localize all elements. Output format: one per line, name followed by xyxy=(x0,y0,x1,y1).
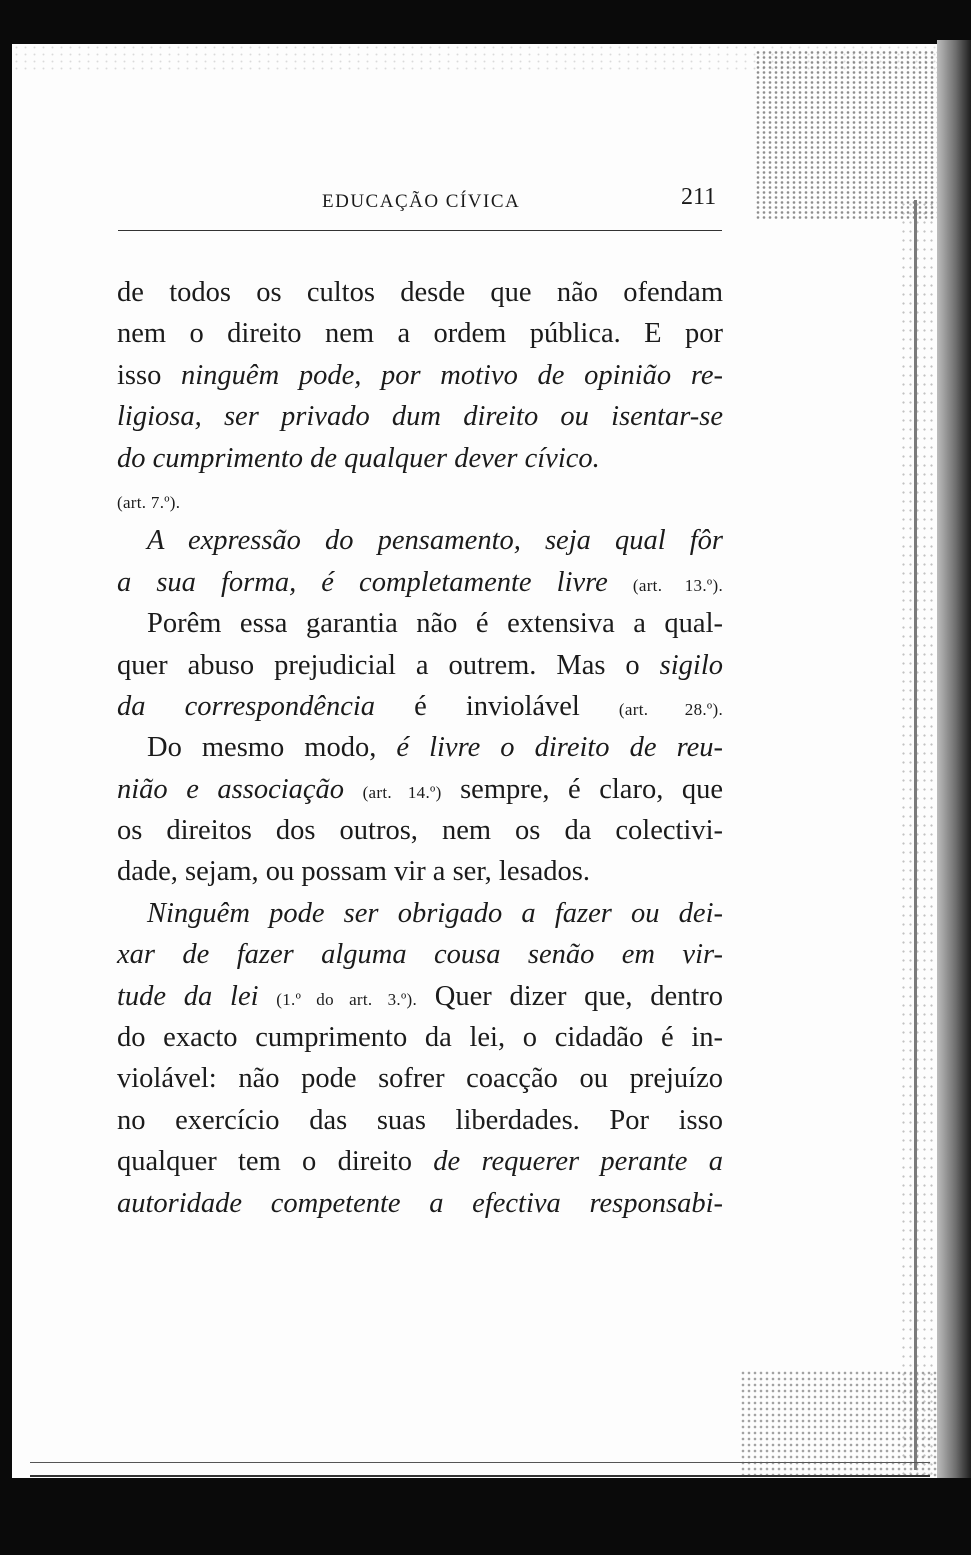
text-line xyxy=(117,851,723,892)
text-run: Porêm essa garantia não é extensiva a qual- xyxy=(147,608,723,640)
italic-text: de requerer perante a xyxy=(433,1146,723,1178)
italic-text: nião e associação xyxy=(117,773,363,805)
text-line xyxy=(117,934,723,975)
text-run: isso xyxy=(117,359,182,391)
text-line xyxy=(117,313,723,354)
text-run: os direitos dos outros, nem os da colectivi- xyxy=(117,815,723,847)
italic-text: a sua forma, é completamente livre xyxy=(117,566,633,598)
article-reference: (1.º do art. 3.º). xyxy=(276,989,418,1009)
text-line xyxy=(117,1017,723,1058)
text-line xyxy=(117,1058,723,1099)
scan-border-bottom xyxy=(0,1478,971,1555)
text-line xyxy=(117,1141,723,1182)
italic-text: da correspondência xyxy=(117,690,376,722)
body-text xyxy=(117,272,723,1224)
scan-border-top xyxy=(0,0,971,44)
text-run: sempre, é claro, que xyxy=(441,773,724,805)
text-run: no exercício das suas liberdades. Por isso xyxy=(117,1104,723,1136)
text-line xyxy=(117,438,723,479)
scan-border-left xyxy=(0,0,12,1555)
text-line xyxy=(117,479,723,520)
text-run: Quer dizer que, dentro xyxy=(417,980,723,1012)
text-run: de todos os cultos desde que não ofendam xyxy=(117,277,723,308)
text-line xyxy=(117,686,723,727)
text-run: do exacto cumprimento da lei, o cidadão é in- xyxy=(117,1022,723,1054)
text-run: quer abuso prejudicial a outrem. Mas o xyxy=(117,649,660,681)
page-edge-line xyxy=(914,200,917,1470)
article-reference: (art. 14.º) xyxy=(362,782,442,802)
italic-text: autoridade competente a efectiva responsabi- xyxy=(117,1187,723,1219)
text-line xyxy=(117,1183,723,1224)
italic-text: é livre o direito de reu- xyxy=(396,732,723,764)
article-reference: (art. 28.º). xyxy=(618,699,723,719)
italic-text: tude da lei xyxy=(117,980,277,1012)
text-line xyxy=(117,1100,723,1141)
running-title: EDUCAÇÃO CÍVICA xyxy=(322,191,521,212)
header-rule xyxy=(118,230,722,231)
text-line xyxy=(117,810,723,851)
article-reference: (art. 13.º). xyxy=(632,575,723,595)
italic-text: ligiosa, ser privado dum direito ou isentar-se xyxy=(117,401,723,433)
text-line xyxy=(117,272,723,313)
text-run: Do mesmo modo, xyxy=(147,732,397,764)
text-line xyxy=(117,355,723,396)
text-line xyxy=(117,727,723,768)
italic-text: Ninguêm pode ser obrigado a fazer ou dei- xyxy=(147,897,723,929)
text-run: nem o direito nem a ordem pública. E por xyxy=(117,318,723,350)
text-line xyxy=(117,976,723,1017)
article-reference: (art. 7.º). xyxy=(117,492,181,512)
text-line xyxy=(117,603,723,644)
text-line xyxy=(117,562,723,603)
italic-text: A expressão do pensamento, seja qual fôr xyxy=(147,525,723,557)
italic-text: ninguêm pode, por motivo de opinião re- xyxy=(181,359,723,391)
text-line xyxy=(117,396,723,437)
scan-noise-corner xyxy=(755,50,940,220)
text-run: qualquer tem o direito xyxy=(117,1146,434,1178)
italic-text: xar de fazer alguma cousa senão em vir- xyxy=(117,939,723,971)
page-bottom-edge xyxy=(30,1462,930,1477)
text-run: violável: não pode sofrer coacção ou prejuízo xyxy=(117,1063,723,1095)
text-line xyxy=(117,520,723,561)
page-number: 211 xyxy=(681,184,717,210)
text-line xyxy=(117,893,723,934)
italic-text: sigilo xyxy=(659,649,723,681)
scan-border-right xyxy=(937,40,971,1480)
text-line xyxy=(117,645,723,686)
text-line xyxy=(117,769,723,810)
text-run: é inviolável xyxy=(375,690,619,722)
scan-noise-margin xyxy=(900,200,940,1480)
text-run: dade, sejam, ou possam vir a ser, lesados. xyxy=(117,856,590,888)
italic-text: do cumprimento de qualquer dever cívico. xyxy=(117,442,600,474)
